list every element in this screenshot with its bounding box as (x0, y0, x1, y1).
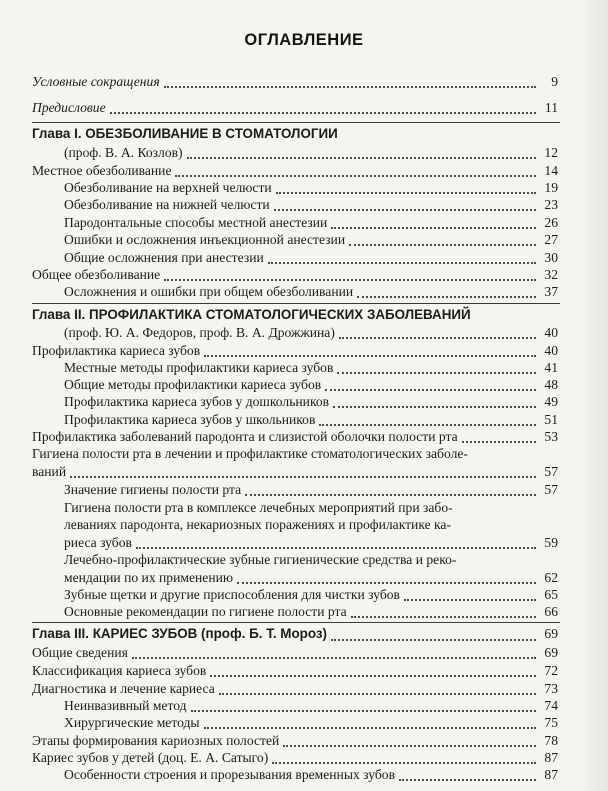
toc-entry[interactable] (0, 249, 608, 267)
page-edge-shadow (580, 0, 608, 791)
toc-entry[interactable] (0, 680, 608, 698)
toc-entry[interactable] (0, 714, 608, 732)
toc-entry[interactable] (0, 603, 608, 621)
toc-entry-page: 41 (544, 360, 558, 375)
toc-entry[interactable] (0, 196, 608, 214)
toc-leader-dots (337, 372, 536, 374)
toc-entry-title: (проф. В. А. Козлов) (64, 145, 183, 160)
toc-entry-title: Профилактика кариеса зубов у дошкольников (64, 394, 330, 409)
toc-chapter-heading[interactable] (0, 306, 608, 325)
toc-leader-dots (333, 406, 536, 408)
toc-entry[interactable] (0, 766, 608, 784)
toc-entry-page: 14 (544, 163, 558, 178)
toc-entry-page: 75 (544, 715, 558, 730)
toc-entry-title: Хирургические методы (64, 715, 200, 730)
toc-leader-dots (237, 582, 536, 584)
toc-entry[interactable] (0, 481, 608, 499)
toc-entry[interactable] (0, 342, 608, 360)
toc-entry-page: 59 (544, 535, 558, 550)
toc-entry-title: Местные методы профилактики кариеса зубов (64, 360, 334, 375)
toc-entry[interactable] (0, 324, 608, 342)
toc-entry-title: Общие методы профилактики кариеса зубов (64, 377, 322, 392)
toc-leader-dots (132, 657, 536, 659)
toc-entry-title: Глава II. ПРОФИЛАКТИКА СТОМАТОЛОГИЧЕСКИХ ЗАБОЛЕВАНИЙ (32, 307, 471, 322)
toc-entry-title: Ошибки и осложнения инъекционной анестезии (64, 232, 346, 247)
toc-leader-dots (331, 227, 536, 229)
toc-leader-dots (219, 693, 536, 695)
toc-entry-title: Гигиена полости рта в лечении и профилактике стоматологических заболе- (32, 446, 468, 461)
toc-entry-title: Значение гигиены полости рта (64, 482, 242, 497)
toc-entry-title: Классификация кариеса зубов (32, 663, 207, 678)
toc-entry-title: (проф. Ю. А. Федоров, проф. В. А. Дрожжина) (64, 325, 335, 340)
toc-entry-page: 12 (544, 145, 558, 160)
toc-entry-title: Этапы формирования кариозных полостей (32, 733, 280, 748)
toc-leader-dots (272, 762, 536, 764)
toc-leader-dots (276, 192, 536, 194)
chapter-divider (32, 122, 560, 123)
toc-leader-dots (136, 547, 536, 549)
toc-entry[interactable] (0, 586, 608, 604)
toc-entry[interactable] (0, 144, 608, 162)
toc-entry-title: Осложнения и ошибки при общем обезболивании (64, 284, 354, 299)
toc-chapter-heading[interactable] (0, 625, 608, 644)
toc-entry-page: 27 (544, 232, 558, 247)
toc-entry-page: 19 (544, 180, 558, 195)
toc-entry-title: леваниях пародонта, некариозных поражениях и профилактике ка- (64, 517, 451, 532)
chapter-divider (32, 622, 560, 623)
toc-entry-page: 72 (544, 663, 558, 678)
toc-entry[interactable] (0, 551, 608, 569)
toc-leader-dots (204, 727, 536, 729)
toc-leader-dots (245, 494, 536, 496)
toc-entry[interactable] (0, 534, 608, 552)
toc-entry-title: Общее обезболивание (32, 267, 161, 282)
toc-entry-page: 87 (544, 750, 558, 765)
toc-entry[interactable] (0, 749, 608, 767)
toc-entry[interactable] (0, 231, 608, 249)
toc-entry-page: 49 (544, 394, 558, 409)
toc-entry[interactable] (0, 569, 608, 587)
toc-entry-title: Глава I. ОБЕЗБОЛИВАНИЕ В СТОМАТОЛОГИИ (32, 126, 338, 141)
toc-entry[interactable] (0, 359, 608, 377)
toc-entry-title: Профилактика заболеваний пародонта и слизистой оболочки полости рта (32, 429, 458, 444)
toc-entry-page: 40 (544, 325, 558, 340)
toc-entry-page: 53 (544, 429, 558, 444)
chapter-divider (32, 303, 560, 304)
toc-entry-page: 51 (544, 412, 558, 427)
toc-entry[interactable] (0, 266, 608, 284)
toc-leader-dots (349, 244, 536, 246)
toc-entry-page: 57 (544, 482, 558, 497)
toc-entry-page: 23 (544, 197, 558, 212)
toc-leader-dots (357, 296, 536, 298)
toc-leader-dots (351, 616, 536, 618)
toc-entry-title: Особенности строения и прорезывания временных зубов (64, 767, 395, 782)
toc-leader-dots (283, 745, 536, 747)
toc-entry-title: Профилактика кариеса зубов (32, 343, 201, 358)
toc-entry-page: 78 (544, 733, 558, 748)
toc-entry-page: 69 (544, 645, 558, 660)
toc-entry-title: Зубные щетки и другие приспособления для чистки зубов (64, 587, 400, 602)
toc-chapter-heading[interactable] (0, 125, 608, 144)
toc-entry-title: Гигиена полости рта в комплексе лечебных мероприятий при забо- (64, 500, 453, 515)
toc-leader-dots (175, 175, 536, 177)
toc-entry-page: 40 (544, 343, 558, 358)
toc-entry-title: риеса зубов (64, 535, 132, 550)
toc-leader-dots (70, 476, 536, 478)
toc-entry[interactable] (0, 162, 608, 180)
toc-entry[interactable] (0, 73, 608, 91)
toc-entry-title: Обезболивание на нижней челюсти (64, 197, 270, 212)
toc-entry-title: Местное обезболивание (32, 163, 172, 178)
toc-entry-page: 9 (551, 74, 558, 89)
toc-entry[interactable] (0, 516, 608, 534)
toc-entry-page: 73 (544, 681, 558, 696)
toc-entry-page: 30 (544, 250, 558, 265)
toc-entry-page: 48 (544, 377, 558, 392)
toc-entry-title: Лечебно-профилактические зубные гигиенические средства и реко- (64, 552, 457, 567)
toc-entry[interactable] (0, 99, 608, 117)
toc-entry[interactable] (0, 697, 608, 715)
toc-entry[interactable] (0, 411, 608, 429)
toc-entry-title: Кариес зубов у детей (доц. Е. А. Сатыго) (32, 750, 269, 765)
toc-leader-dots (268, 262, 536, 264)
toc-leader-dots (210, 675, 536, 677)
toc-leader-dots (164, 86, 536, 88)
toc-entry[interactable] (0, 662, 608, 680)
toc-leader-dots (325, 389, 536, 391)
toc-entry[interactable] (0, 499, 608, 517)
toc-entry-title: ваний (32, 464, 67, 479)
toc-entry-title: Условные сокращения (32, 74, 160, 89)
toc-leader-dots (204, 355, 536, 357)
toc-entry[interactable] (0, 179, 608, 197)
toc-entry[interactable] (0, 428, 608, 446)
toc-leader-dots (187, 157, 536, 159)
toc-entry-page: 57 (544, 464, 558, 479)
toc-entry[interactable] (0, 214, 608, 232)
toc-entry-page: 66 (544, 604, 558, 619)
toc-entry-page: 26 (544, 215, 558, 230)
toc-leader-dots (191, 710, 536, 712)
toc-entry-title: Профилактика кариеса зубов у школьников (64, 412, 316, 427)
toc-entry-page: 37 (544, 284, 558, 299)
toc-leader-dots (164, 279, 536, 281)
toc-entry-title: Диагностика и лечение кариеса (32, 681, 215, 696)
toc-leader-dots (399, 779, 536, 781)
toc-entry-page: 74 (544, 698, 558, 713)
toc-leader-dots (319, 424, 536, 426)
toc-entry[interactable] (0, 732, 608, 750)
toc-leader-dots (331, 639, 536, 641)
toc-entry[interactable] (0, 393, 608, 411)
toc-entry-page: 69 (544, 626, 558, 641)
toc-entry[interactable] (0, 283, 608, 301)
toc-leader-dots (462, 441, 536, 443)
toc-leader-dots (404, 599, 536, 601)
toc-entry-page: 32 (544, 267, 558, 282)
toc-leader-dots (339, 337, 536, 339)
toc-entry-page: 11 (544, 100, 558, 115)
toc-entry-title: Пародонтальные способы местной анестезии (64, 215, 328, 230)
toc-entry-page: 87 (544, 767, 558, 782)
toc-entry-page: 65 (544, 587, 558, 602)
toc-entry-page: 62 (544, 570, 558, 585)
toc-entry-title: мендации по их применению (64, 570, 234, 585)
toc-entry-title: Неинвазивный метод (64, 698, 187, 713)
toc-entry[interactable] (0, 376, 608, 394)
toc-leader-dots (110, 112, 536, 114)
toc-entry[interactable] (0, 445, 608, 463)
toc-leader-dots (274, 209, 536, 211)
page-title: ОГЛАВЛЕНИЕ (244, 31, 364, 49)
toc-entry-title: Общие сведения (32, 645, 128, 660)
toc-entry-title: Обезболивание на верхней челюсти (64, 180, 272, 195)
toc-entry-title: Общие осложнения при анестезии (64, 250, 264, 265)
toc-entry-title: Глава III. КАРИЕС ЗУБОВ (проф. Б. Т. Мороз) (32, 626, 327, 641)
toc-entry[interactable] (0, 644, 608, 662)
toc-entry[interactable] (0, 463, 608, 481)
toc-entry-title: Предисловие (32, 100, 106, 115)
toc-entry-title: Основные рекомендации по гигиене полости рта (64, 604, 347, 619)
